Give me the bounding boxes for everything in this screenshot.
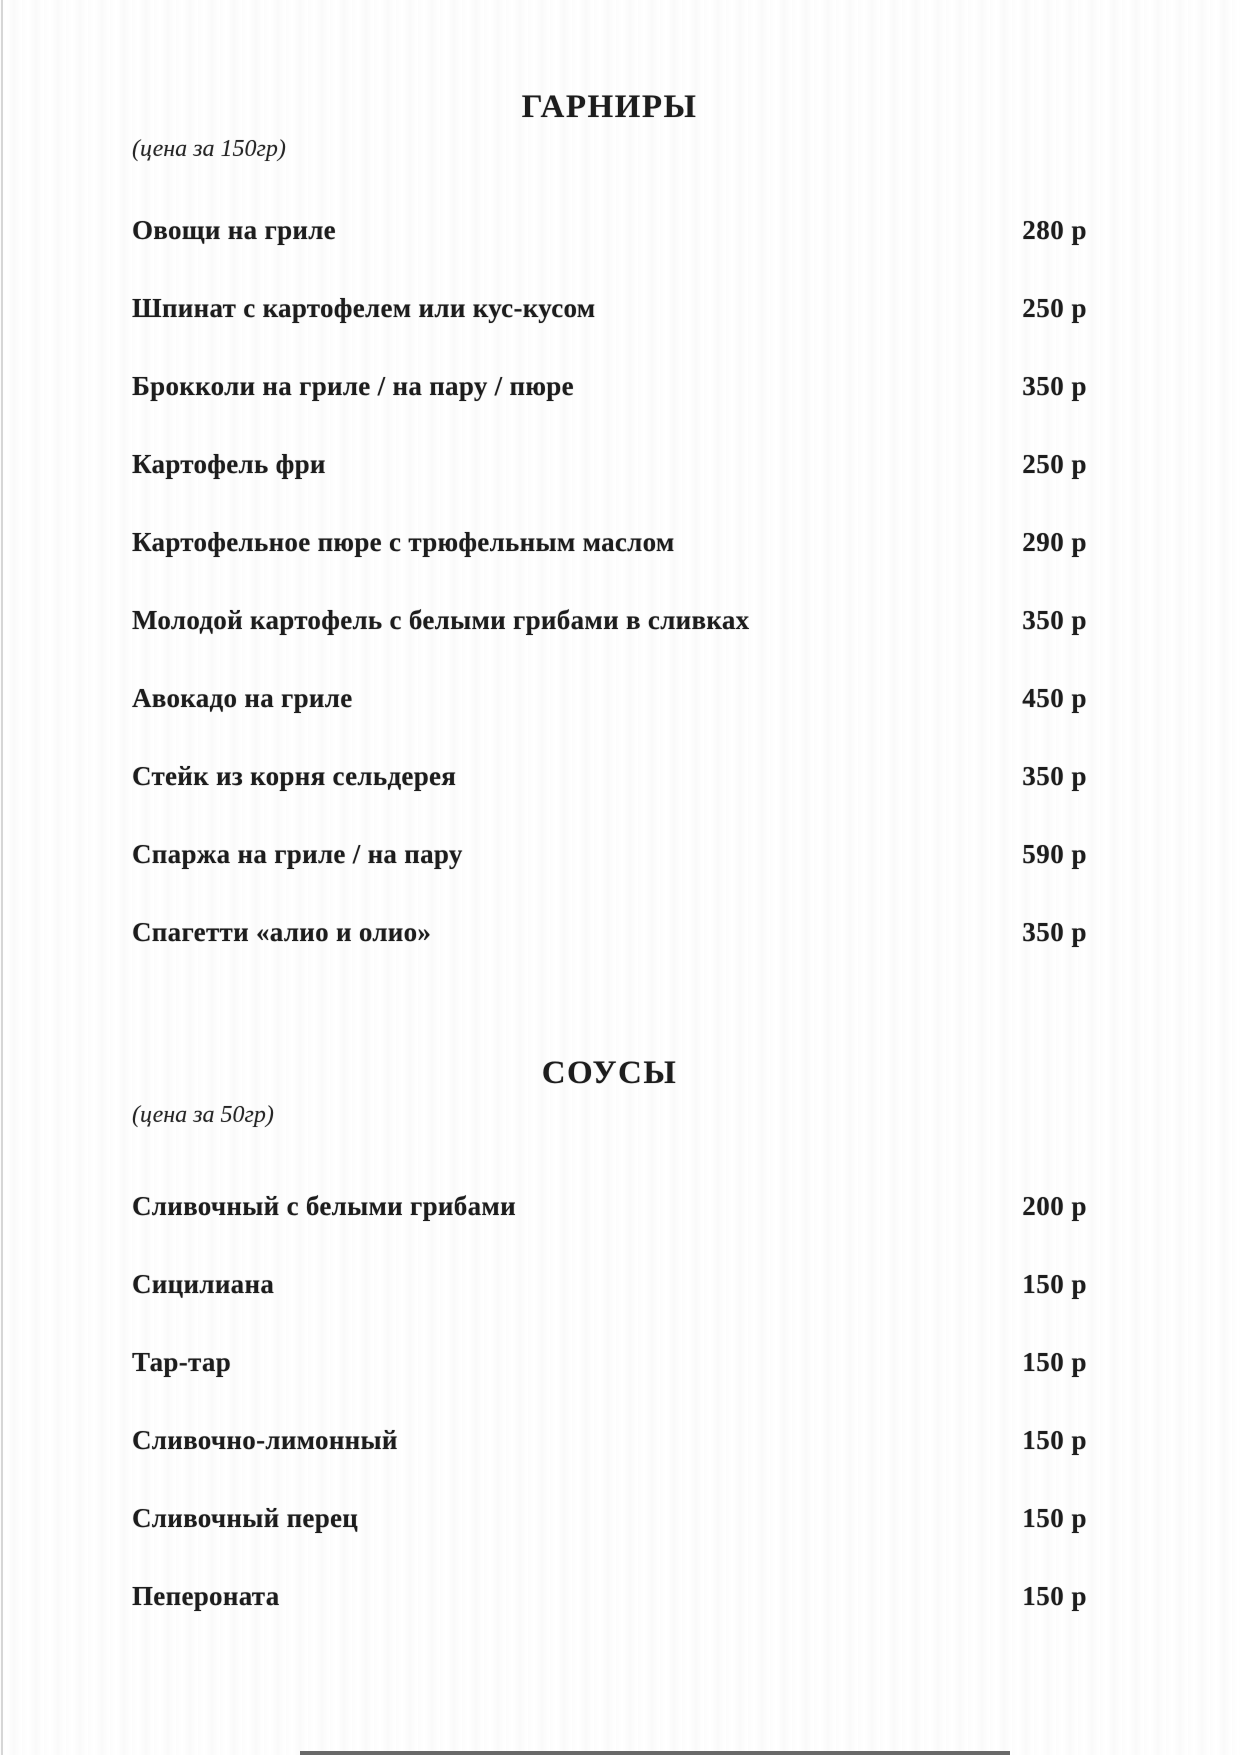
menu-item-row [132, 914, 1087, 950]
menu-item-name: Картофельное пюре с трюфельным маслом [132, 527, 675, 557]
menu-item-price: 450 р [1022, 683, 1087, 713]
menu-item-row [132, 680, 1087, 716]
section-sousy [132, 1054, 1087, 1614]
menu-item-price: 350 р [1022, 371, 1087, 401]
menu-item-price: 250 р [1022, 293, 1087, 323]
menu-item-row [132, 758, 1087, 794]
menu-item-price: 250 р [1022, 449, 1087, 479]
menu-item-name: Стейк из корня сельдерея [132, 761, 457, 791]
menu-item-row [132, 1344, 1087, 1380]
menu-items-sousy [132, 1188, 1087, 1614]
menu-item-name: Молодой картофель с белыми грибами в сливках [132, 605, 750, 635]
section-title-sousy: СОУСЫ [541, 1055, 678, 1091]
menu-item-name: Авокадо на гриле [132, 683, 353, 713]
menu-item-name: Сливочный с белыми грибами [132, 1191, 516, 1221]
menu-item-price: 350 р [1022, 761, 1087, 791]
section-subtitle-garniry: (цена за 150гр) [132, 136, 286, 162]
menu-item-name: Тар-тар [132, 1347, 232, 1377]
menu-item-price: 590 р [1022, 839, 1087, 869]
menu-item-name: Сицилиана [132, 1269, 275, 1299]
menu-item-price: 350 р [1022, 605, 1087, 635]
menu-item-price: 290 р [1022, 527, 1087, 557]
menu-item-price: 350 р [1022, 917, 1087, 947]
section-subtitle-sousy: (цена за 50гр) [132, 1102, 274, 1128]
menu-item-row [132, 446, 1087, 482]
menu-item-row [132, 1578, 1087, 1614]
menu-item-price: 150 р [1022, 1269, 1087, 1299]
section-garniry [132, 0, 1087, 950]
menu-item-price: 150 р [1022, 1503, 1087, 1533]
menu-item-price: 150 р [1022, 1425, 1087, 1455]
menu-item-row [132, 1500, 1087, 1536]
menu-item-row [132, 368, 1087, 404]
menu-item-row [132, 1188, 1087, 1224]
menu-item-price: 280 р [1022, 215, 1087, 245]
menu-item-name: Шпинат с картофелем или кус-кусом [132, 293, 596, 323]
menu-item-price: 150 р [1022, 1581, 1087, 1611]
menu-item-row [132, 1266, 1087, 1302]
menu-item-row [132, 290, 1087, 326]
menu-item-name: Спаржа на гриле / на пару [132, 839, 463, 869]
scan-artifact-bar [300, 1751, 1010, 1755]
menu-item-name: Брокколи на гриле / на пару / пюре [132, 371, 574, 401]
menu-item-row [132, 524, 1087, 560]
menu-item-price: 200 р [1022, 1191, 1087, 1221]
section-title-garniry: ГАРНИРЫ [521, 89, 698, 125]
menu-item-row [132, 212, 1087, 248]
menu-item-price: 150 р [1022, 1347, 1087, 1377]
menu-item-row [132, 602, 1087, 638]
menu-item-row [132, 1422, 1087, 1458]
menu-item-name: Сливочно-лимонный [132, 1425, 398, 1455]
menu-item-name: Пепероната [132, 1581, 280, 1611]
menu-item-name: Сливочный перец [132, 1503, 359, 1533]
menu-item-row [132, 836, 1087, 872]
menu-item-name: Овощи на гриле [132, 215, 336, 245]
menu-item-name: Спагетти «алио и олио» [132, 917, 432, 947]
menu-items-garniry [132, 212, 1087, 950]
menu-item-name: Картофель фри [132, 449, 326, 479]
